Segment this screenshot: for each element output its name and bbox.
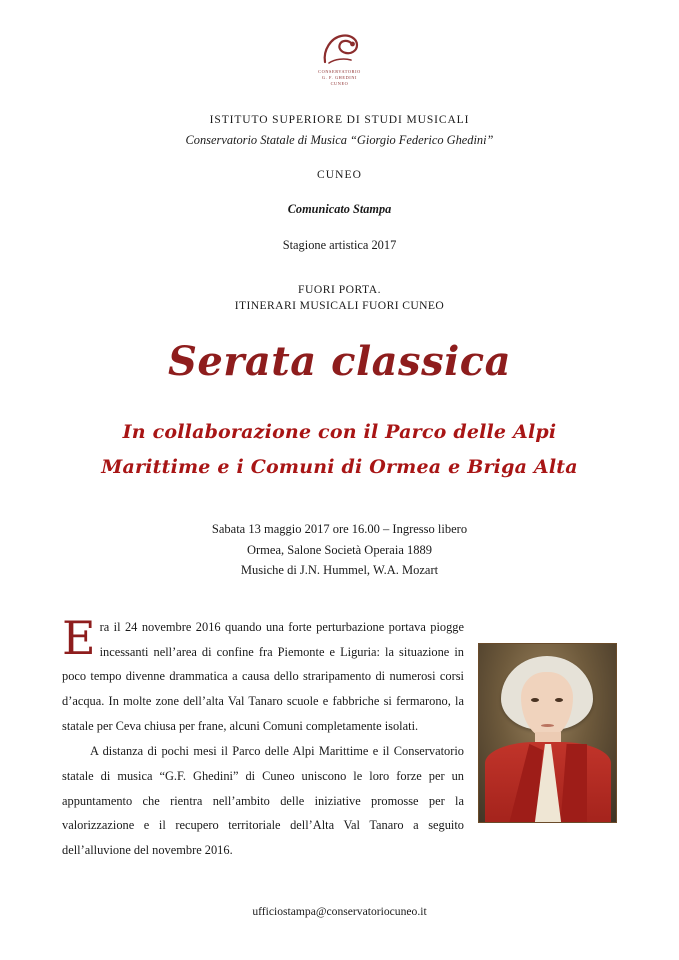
subtitle-block [62,415,617,485]
subtitle-line-1: In collaborazione con il Parco delle Alpi [122,420,557,443]
subtitle-line-2: Marittime e i Comuni di Ormea e Briga Alta [101,455,578,478]
city-line: CUNEO [316,168,363,181]
footer-email[interactable]: ufficiostampa@conservatoriocuneo.it [252,905,427,918]
body-paragraph-2: A distanza di pochi mesi il Parco delle Alpi Marittime e il Conservatorio statale di musica “G.F. Ghedini” di Cuneo uniscono le loro forze per un appuntamento che rientra nell’ambito delle iniziative promosse per la valorizzazione e il recupero territoriale dell’Alta Val Tanaro a seguito dell’alluvione del novembre 2016. [62,743,464,858]
event-date-line: Sabata 13 maggio 2017 ore 16.00 – Ingresso libero [211,521,468,536]
event-program-line: Musiche di J.N. Hummel, W.A. Mozart [240,563,439,578]
page-title: Serata classica [167,337,512,385]
header-block [62,114,617,312]
event-details [62,519,617,581]
conservatory-line: Conservatorio Statale di Musica “Giorgio Federico Ghedini” [185,132,494,147]
document-type-line: Comunicato Stampa [287,201,392,216]
series-line-2: ITINERARI MUSICALI FUORI CUNEO [234,298,445,312]
series-line-1: FUORI PORTA. [298,282,381,296]
logo-caption: CONSERVATORIO G. F. GHEDINI CUNEO [318,69,361,87]
body-text-area [62,610,617,863]
institute-line: ISTITUTO SUPERIORE DI STUDI MUSICALI [209,113,470,126]
logo-block [62,32,617,88]
drop-cap: E [62,610,96,665]
mozart-portrait [478,643,617,823]
season-line: Stagione artistica 2017 [282,237,397,252]
conservatorio-logo-icon [317,32,363,66]
body-paragraph-1-text: ra il 24 novembre 2016 quando una forte perturbazione portava piogge incessanti nell’area di confine fra Piemonte e Liguria: la situazione in poco tempo divenne drammatica a causa dello straripamento di numerosi corsi d’acqua. In molte zone dell’alta Val Tanaro scuole e fabbriche si fermarono, la statale per Ceva chiusa per frane, alcuni Comuni completamente isolati. [62,619,464,734]
event-venue-line: Ormea, Salone Società Operaia 1889 [246,542,432,557]
